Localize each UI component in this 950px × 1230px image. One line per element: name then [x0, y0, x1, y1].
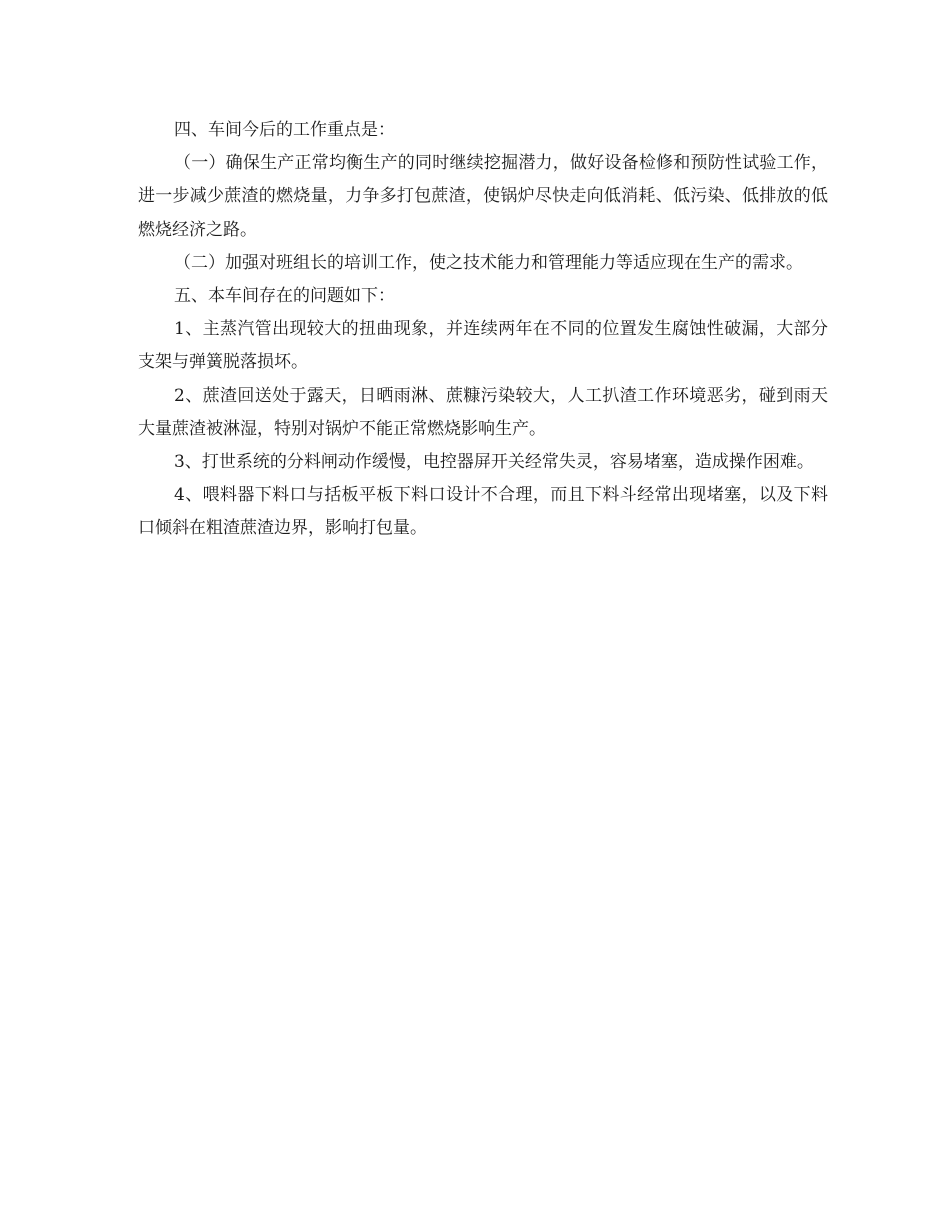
problem-item-2: 2、蔗渣回送处于露天，日晒雨淋、蔗糠污染较大，人工扒渣工作环境恶劣，碰到雨天大量蔗渣被淋湿，特别对锅炉不能正常燃烧影响生产。 [138, 385, 828, 439]
paragraph-item-1: （一）确保生产正常均衡生产的同时继续挖掘潜力，做好设备检修和预防性试验工作，进一步减少蔗渣的燃烧量，力争多打包蔗渣，使锅炉尽快走向低消耗、低污染、低排放的低燃烧经济之路。 [138, 153, 828, 240]
section-heading-problems: 五、本车间存在的问题如下： [174, 286, 395, 307]
document-page [138, 114, 828, 546]
problem-item-1: 1、主蒸汽管出现较大的扭曲现象，并连续两年在不同的位置发生腐蚀性破漏，大部分支架与弹簧脱落损坏。 [138, 319, 828, 373]
problem-item-3: 3、打世系统的分料闸动作缓慢，电控器屏开关经常失灵，容易堵塞，造成操作困难。 [174, 452, 814, 473]
paragraph-item-2: （二）加强对班组长的培训工作，使之技术能力和管理能力等适应现在生产的需求。 [174, 252, 803, 273]
problem-item-4: 4、喂料器下料口与括板平板下料口设计不合理，而且下料斗经常出现堵塞，以及下料口倾斜在粗渣蔗渣边界，影响打包量。 [138, 485, 828, 539]
section-heading-work-focus: 四、车间今后的工作重点是： [174, 120, 395, 140]
